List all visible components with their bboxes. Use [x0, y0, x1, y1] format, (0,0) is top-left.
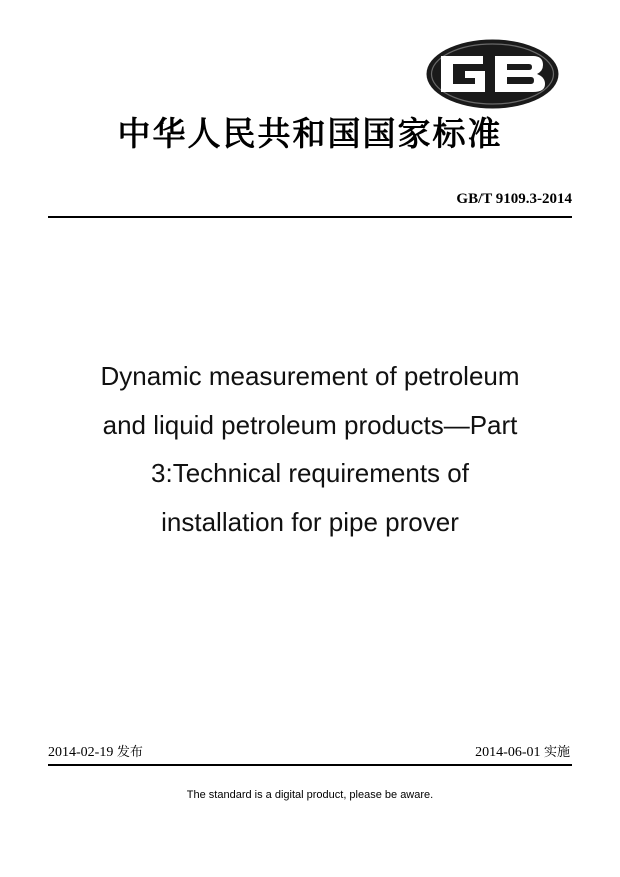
- title-line: Dynamic measurement of petroleum: [100, 361, 520, 391]
- issue-label: 发布: [116, 745, 143, 760]
- footer-divider: [48, 764, 572, 766]
- standard-number: GB/T 9109.3-2014: [456, 191, 572, 207]
- title-line: 3:Technical requirements of: [151, 458, 469, 488]
- digital-notice: The standard is a digital product, please be aware.: [186, 789, 434, 801]
- header-divider: [48, 216, 572, 218]
- implement-date-block: [475, 744, 570, 761]
- title-line: installation for pipe prover: [161, 506, 459, 537]
- gb-logo: [425, 38, 560, 110]
- country-standard-title: 中华人民共和国国家标准: [117, 114, 503, 153]
- title-line: and liquid petroleum products—Part: [102, 409, 518, 440]
- implement-label: 实施: [543, 745, 570, 760]
- implement-date: 2014-06-01: [475, 745, 541, 760]
- document-title: [40, 352, 580, 546]
- issue-date: 2014-02-19: [48, 745, 114, 760]
- issue-date-block: [48, 744, 143, 761]
